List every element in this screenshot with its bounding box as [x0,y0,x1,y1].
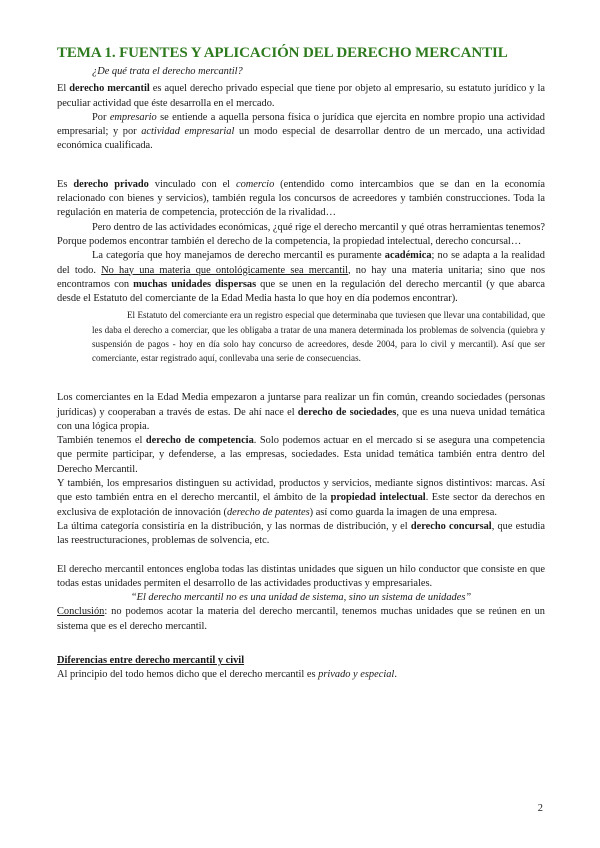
quote-block [57,308,545,365]
paragraph-conclusion: Conclusión: no podemos acotar la materia del derecho mercantil, tenemos muchas unidades que se reúnen en un sistema que es el derecho mercantil. [57,606,545,632]
section-question: ¿De qué trata el derecho mercantil? [92,66,243,77]
heading-diferencias: Diferencias entre derecho mercantil y civil [57,655,245,667]
paragraph-sociedades: Los comerciantes en la Edad Media empezaron a juntarse para realizar un fin común, creando sociedades (personas jurídicas) y cooperaban a través de estas. De ahí nace el derecho de sociedades, que es una nueva unidad temática con una lógica propia. [57,392,546,432]
paragraph-categoria: La categoría que hoy manejamos de derecho mercantil es puramente académica; no se adapta a la realidad del todo. No hay una materia que ontológicamente sea mercantil, no hay una materia unitaria; sino que nos encontramos con muchas unidades dispersas que se unen en la regulación del derecho mercantil (y que abarca desde el Estatuto del comerciante de la Edad Media hasta lo que hoy en día podemos encontrar). [57,250,546,305]
document-title: TEMA 1. FUENTES Y APLICACIÓN DEL DERECHO MERCANTIL [57,45,508,61]
paragraph-competencia: También tenemos el derecho de competencia. Solo podemos actuar en el mercado si se asegura una competencia que permite participar, y defenderse, a las empresas, sociedades. Esta unidad temática también entra dentro del Derecho Mercantil. [57,435,545,475]
page-number: 2 [537,803,543,814]
paragraph-engloba: El derecho mercantil entonces engloba todas las distintas unidades que siguen un hilo conductor que consiste en que todas estas unidades permiten el desarrollo de las actividades productivas y empresariales. [57,563,545,589]
center-quote: “El derecho mercantil no es una unidad de sistema, sino un sistema de unidades” [130,592,472,604]
paragraph-definition: El derecho mercantil es aquel derecho privado especial que tiene por objeto al empresario, su estatuto jurídico y la peculiar actividad que éste desarrolla en el mercado. [57,83,545,109]
paragraph-derecho-privado: Es derecho privado vinculado con el comercio (entendido como intercambios que se dan en la economía relacionado con bienes y servicios), también regula los concursos de acreedores y también construcciones. Toda la regulación en materia de competencia, protección de la rivalidad… [57,178,545,219]
quote-estatuto: El Estatuto del comerciante era un registro especial que determinaba que tuviesen que llevar una contabilidad, que les daba el derecho a comerciar, que les obligaba a tratar de una manera determinada los problemas de solvencia (quiebra y suspensión de pagos - hoy en día solo hay concurso de acreedores, desde 2004, para lo civil y mercantil). Así que ser comerciante, estar registrado aquí, conllevaba una serie de consecuencias. [92,310,545,364]
paragraph-actividades: Pero dentro de las actividades económicas, ¿qué rige el derecho mercantil y qué otras herramientas tenemos? Porque podemos encontrar también el derecho de la competencia, la propiedad intelectual, derecho concursal… [57,221,545,247]
paragraph-propiedad-intelectual: Y también, los empresarios distinguen su actividad, productos y servicios, mediante signos distintivos: marcas. Así que esto también entra en el derecho mercantil, el ámbito de la propiedad intelectual. Este sector da derechos en exclusiva de explotación de innovación (derecho de patentes) así como guarda la imagen de una empresa. [57,478,545,518]
paragraph-empresario: Por empresario se entiende a aquella persona física o jurídica que ejercita en nombre propio una actividad empresarial; y por actividad empresarial un modo especial de desarrollar dentro de un mercado, una actividad económica cualificada. [57,111,545,152]
paragraph-concursal: La última categoría consistiría en la distribución, y las normas de distribución, y el derecho concursal, que estudia las reestructuraciones, problemas de solvencia, etc. [57,520,546,547]
paragraph-privado-especial: Al principio del todo hemos dicho que el derecho mercantil es privado y especial. [57,669,397,681]
document-page [57,44,545,683]
